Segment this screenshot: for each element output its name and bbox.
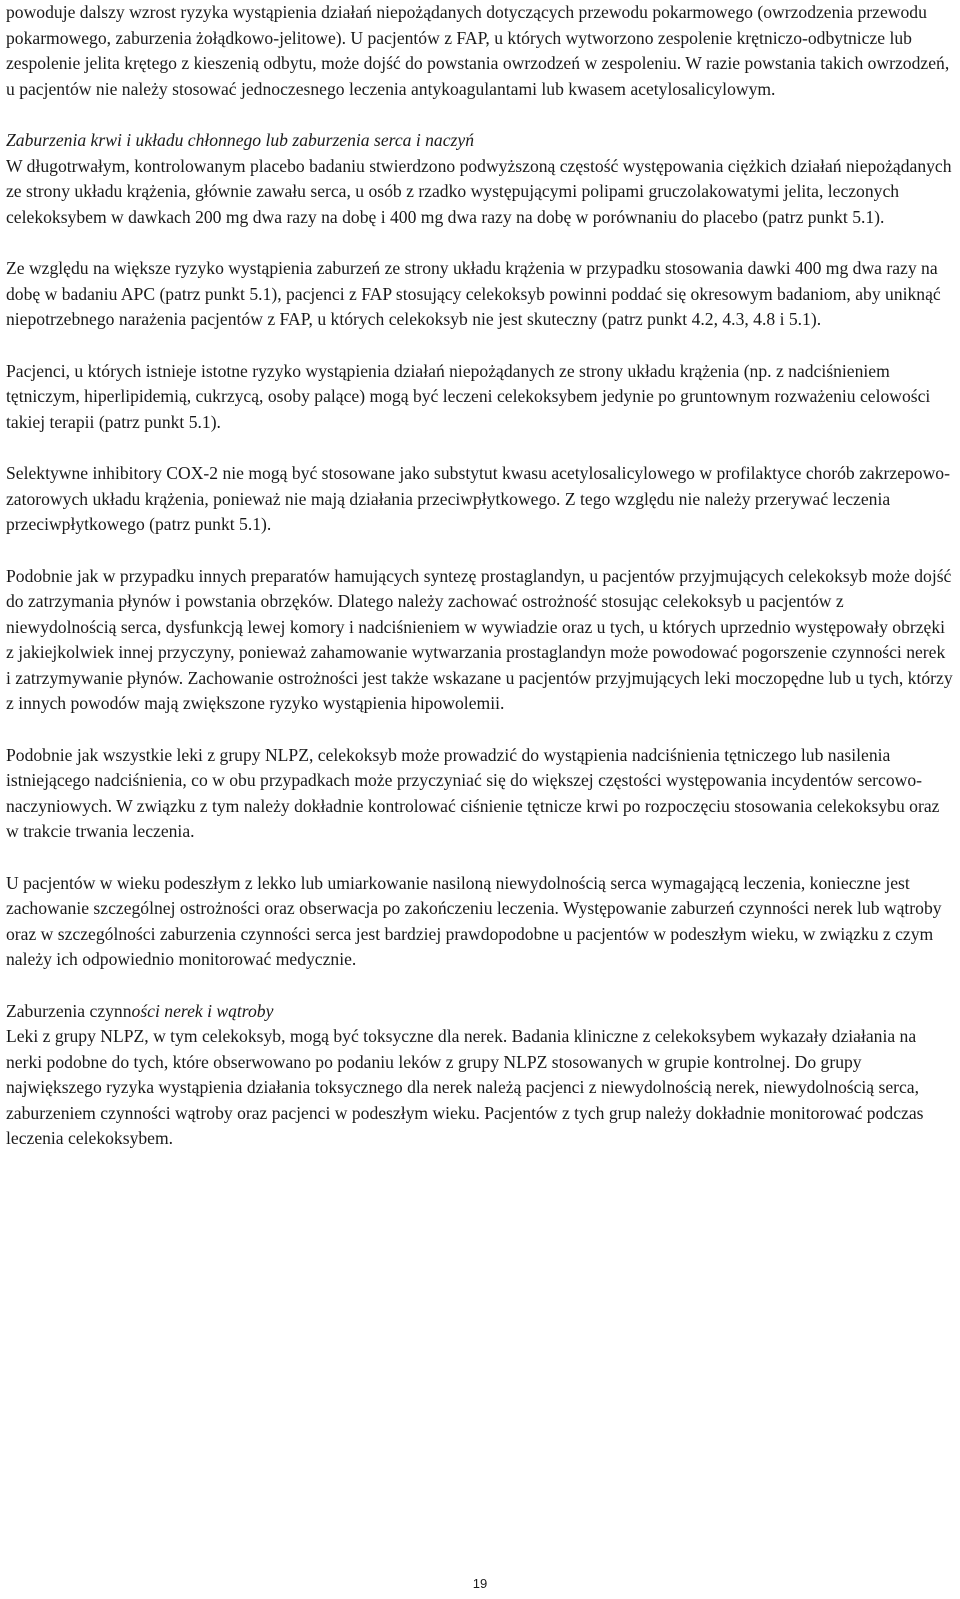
paragraph-text: powoduje dalszy wzrost ryzyka wystąpienia działań niepożądanych dotyczących przewodu pokarmowego (owrzodzenia przewodu pokarmowego, zaburzenia żołądkowo-jelitowe). U pacjentów z FAP, u których wytworzono zespolenie krętniczo-odbytnicze lub zespolenie jelita krętego z kieszenią odbytu, może dojść do powstania owrzodzeń w zespoleniu. W razie powstania takich owrzodzeń, u pacjentów nie należy stosować jednoczesnego leczenia antykoagulantami lub kwasem acetylosalicylowym. <box>6 2 950 99</box>
paragraph-cox2-inhibitors <box>6 461 954 538</box>
paragraph-fluid-retention <box>6 564 954 717</box>
paragraph-text: Selektywne inhibitory COX-2 nie mogą być stosowane jako substytut kwasu acetylosalicylowego w profilaktyce chorób zakrzepowo-zatorowych układu krążenia, ponieważ nie mają działania przeciwpłytkowego. Z tego względu nie należy przerywać leczenia przeciwpłytkowego (patrz punkt 5.1). <box>6 463 950 534</box>
paragraph-text: Podobnie jak w przypadku innych preparatów hamujących syntezę prostaglandyn, u pacjentów przyjmujących celekoksyb może dojść do zatrzymania płynów i powstania obrzęków. Dlatego należy zachować ostrożność stosując celekoksyb u pacjentów z niewydolnością serca, dysfunkcją lewej komory i nadciśnieniem w wywiadzie oraz u tych, u których uprzednio występowały obrzęki z jakiejkolwiek innej przyczyny, ponieważ zahamowanie wytwarzania prostaglandyn może powodować pogorszenie czynności nerek i zatrzymywanie płynów. Zachowanie ostrożności jest także wskazane u pacjentów przyjmujących leki moczopędne lub u tych, którzy z innych powodów mają zwiększone ryzyko wystąpienia hipowolemii. <box>6 565 953 713</box>
paragraph-text: Pacjenci, u których istnieje istotne ryzyko wystąpienia działań niepożądanych ze strony układu krążenia (np. z nadciśnieniem tętniczym, hiperlipidemią, cukrzycą, osoby palące) mogą być leczeni celekoksybem jedynie po gruntownym rozważeniu celowości takiej terapii (patrz punkt 5.1). <box>6 360 931 432</box>
section-heading-plain: Zaburzenia czynn <box>6 1000 132 1021</box>
paragraph-text: Leki z grupy NLPZ, w tym celekoksyb, mogą być toksyczne dla nerek. Badania kliniczne z celekoksybem wykazały działania na nerki podobne do tych, które obserwowano po podaniu leków z grupy NLPZ stosowanych w grupie kontrolnej. Do grupy największego ryzyka wystąpienia działania toksycznego dla nerek należą pacjenci z niewydolnością nerek, niewydolnością serca, zaburzeniem czynności wątroby oraz pacjenci w podeszłym wieku. Pacjentów z tych grup należy dokładnie monitorować podczas leczenia celekoksybem. <box>6 1026 924 1148</box>
page-number: 19 <box>472 1576 488 1591</box>
paragraph-cardiovascular-risk <box>6 359 954 436</box>
section-blood-cardiac <box>6 128 954 230</box>
paragraph-hypertension <box>6 743 954 845</box>
section-heading-italic: ości nerek i wątroby <box>131 1000 274 1021</box>
paragraph-text: W długotrwałym, kontrolowanym placebo badaniu stwierdzono podwyższoną częstość występowania ciężkich działań niepożądanych ze strony układu krążenia, głównie zawału serca, u osób z rzadko występującymi polipami gruczolakowatymi jelita, leczonych celekoksybem w dawkach 200 mg dwa razy na dobę i 400 mg dwa razy na dobę w porównaniu do placebo (patrz punkt 5.1). <box>6 155 952 227</box>
paragraph-fap-ulcers <box>6 0 954 102</box>
section-heading: Zaburzenia krwi i układu chłonnego lub zaburzenia serca i naczyń <box>6 130 474 150</box>
paragraph-apc-study <box>6 256 954 333</box>
section-kidney-liver <box>6 999 954 1152</box>
section-heading <box>6 999 954 1025</box>
document-page <box>6 0 954 1599</box>
paragraph-text: Podobnie jak wszystkie leki z grupy NLPZ, celekoksyb może prowadzić do wystąpienia nadciśnienia tętniczego lub nasilenia istniejącego nadciśnienia, co w obu przypadkach może przyczyniać się do większej częstości występowania incydentów sercowo-naczyniowych. W związku z tym należy dokładnie kontrolować ciśnienie tętnicze krwi po rozpoczęciu stosowania celekoksybu oraz w trakcie trwania leczenia. <box>6 744 940 841</box>
paragraph-elderly-patients <box>6 871 954 973</box>
paragraph-text: U pacjentów w wieku podeszłym z lekko lub umiarkowanie nasiloną niewydolnością serca wymagającą leczenia, konieczne jest zachowanie szczególnej ostrożności oraz obserwacja po zakończeniu leczenia. Występowanie zaburzeń czynności nerek lub wątroby oraz w szczególności zaburzenia czynności serca jest bardziej prawdopodobne u pacjentów w podeszłym wieku, w związku z czym należy ich odpowiednio monitorować medycznie. <box>6 872 942 969</box>
paragraph-text: Ze względu na większe ryzyko wystąpienia zaburzeń ze strony układu krążenia w przypadku stosowania dawki 400 mg dwa razy na dobę w badaniu APC (patrz punkt 5.1), pacjenci z FAP stosujący celekoksyb powinni poddać się okresowym badaniom, aby uniknąć niepotrzebnego narażenia pacjentów z FAP, u których celekoksyb nie jest skuteczny (patrz punkt 4.2, 4.3, 4.8 i 5.1). <box>6 258 941 329</box>
